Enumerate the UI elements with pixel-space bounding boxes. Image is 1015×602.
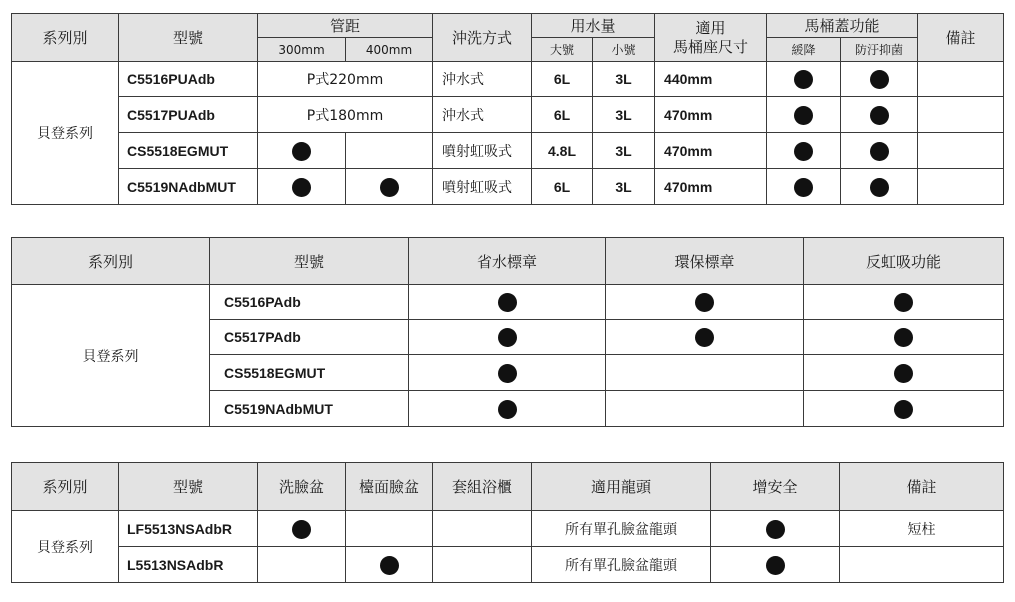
model-cell: C5516PUAdb (119, 62, 258, 97)
counter-basin-cell (346, 547, 433, 583)
filled-dot-icon (766, 520, 785, 539)
header-model: 型號 (119, 463, 258, 511)
anti-siphon-cell (804, 285, 1004, 320)
anti-siphon-cell (804, 355, 1004, 391)
header-water-label: 省水標章 (409, 238, 606, 285)
remarks-cell (840, 547, 1004, 583)
header-series: 系列別 (12, 14, 119, 62)
header-basin: 洗臉盆 (258, 463, 346, 511)
flush-cell: 沖水式 (433, 62, 532, 97)
basin-cell (258, 511, 346, 547)
water-label-cell (409, 391, 606, 427)
filled-dot-icon (292, 520, 311, 539)
series-cell: 貝登系列 (12, 285, 210, 427)
anti-siphon-cell (804, 391, 1004, 427)
counter-basin-cell (346, 511, 433, 547)
filled-dot-icon (870, 142, 889, 161)
filled-dot-icon (292, 178, 311, 197)
model-cell: CS5518EGMUT (119, 133, 258, 169)
header-seat-size (655, 14, 767, 62)
header-series: 系列別 (12, 463, 119, 511)
header-model: 型號 (210, 238, 409, 285)
eco-label-cell (606, 320, 804, 355)
header-lid-antibac: 防汙抑菌 (841, 38, 918, 62)
seat-size-cell: 440mm (655, 62, 767, 97)
model-cell: C5519NAdbMUT (210, 391, 409, 427)
filled-dot-icon (498, 293, 517, 312)
header-water-large: 大號 (532, 38, 593, 62)
remarks-cell (918, 133, 1004, 169)
header-pitch: 管距 (258, 14, 433, 38)
water-label-cell (409, 355, 606, 391)
filled-dot-icon (894, 328, 913, 347)
lid-slow-cell (767, 169, 841, 205)
eco-label-cell (606, 391, 804, 427)
water-small-cell: 3L (593, 169, 655, 205)
header-flush: 沖洗方式 (433, 14, 532, 62)
header-water: 用水量 (532, 14, 655, 38)
water-large-cell: 4.8L (532, 133, 593, 169)
pitch-300-cell (258, 169, 346, 205)
seat-size-cell: 470mm (655, 169, 767, 205)
toilet-spec-table (11, 13, 1004, 205)
lid-antibac-cell (841, 133, 918, 169)
lid-antibac-cell (841, 97, 918, 133)
filled-dot-icon (870, 70, 889, 89)
lid-slow-cell (767, 97, 841, 133)
remarks-cell (918, 97, 1004, 133)
header-remarks: 備註 (840, 463, 1004, 511)
remarks-cell (918, 169, 1004, 205)
filled-dot-icon (380, 178, 399, 197)
model-cell: C5517PUAdb (119, 97, 258, 133)
model-cell: CS5518EGMUT (210, 355, 409, 391)
water-large-cell: 6L (532, 62, 593, 97)
faucet-cell: 所有單孔臉盆龍頭 (532, 547, 711, 583)
filled-dot-icon (380, 556, 399, 575)
model-cell: C5516PAdb (210, 285, 409, 320)
seat-size-cell: 470mm (655, 97, 767, 133)
faucet-cell: 所有單孔臉盆龍頭 (532, 511, 711, 547)
water-small-cell: 3L (593, 97, 655, 133)
basin-cell (258, 547, 346, 583)
header-counter-basin: 檯面臉盆 (346, 463, 433, 511)
flush-cell: 噴射虹吸式 (433, 133, 532, 169)
filled-dot-icon (766, 556, 785, 575)
anti-siphon-cell (804, 320, 1004, 355)
filled-dot-icon (292, 142, 311, 161)
header-seat-line2: 馬桶座尺寸 (673, 37, 749, 56)
basin-spec-table (11, 462, 1004, 583)
flush-cell: 噴射虹吸式 (433, 169, 532, 205)
water-label-cell (409, 320, 606, 355)
filled-dot-icon (894, 400, 913, 419)
water-label-cell (409, 285, 606, 320)
remarks-cell: 短柱 (840, 511, 1004, 547)
certification-table (11, 237, 1004, 427)
remarks-cell (918, 62, 1004, 97)
model-cell: C5517PAdb (210, 320, 409, 355)
header-remarks: 備註 (918, 14, 1004, 62)
filled-dot-icon (498, 400, 517, 419)
model-cell: C5519NAdbMUT (119, 169, 258, 205)
header-series: 系列別 (12, 238, 210, 285)
pitch-400-cell (346, 133, 433, 169)
water-small-cell: 3L (593, 62, 655, 97)
pitch-cell: P式180mm (258, 97, 433, 133)
filled-dot-icon (695, 328, 714, 347)
water-large-cell: 6L (532, 97, 593, 133)
eco-label-cell (606, 285, 804, 320)
flush-cell: 沖水式 (433, 97, 532, 133)
eco-label-cell (606, 355, 804, 391)
series-cell: 貝登系列 (12, 62, 119, 205)
lid-slow-cell (767, 133, 841, 169)
header-eco-label: 環保標章 (606, 238, 804, 285)
model-cell: L5513NSAdbR (119, 547, 258, 583)
header-anti-siphon: 反虹吸功能 (804, 238, 1004, 285)
water-large-cell: 6L (532, 169, 593, 205)
model-cell: LF5513NSAdbR (119, 511, 258, 547)
filled-dot-icon (894, 364, 913, 383)
filled-dot-icon (498, 328, 517, 347)
filled-dot-icon (870, 106, 889, 125)
filled-dot-icon (794, 142, 813, 161)
pitch-300-cell (258, 133, 346, 169)
filled-dot-icon (870, 178, 889, 197)
lid-slow-cell (767, 62, 841, 97)
pitch-400-cell (346, 169, 433, 205)
header-seat-line1: 適用 (695, 18, 726, 37)
filled-dot-icon (794, 106, 813, 125)
filled-dot-icon (794, 178, 813, 197)
water-small-cell: 3L (593, 133, 655, 169)
safety-cell (711, 547, 840, 583)
series-cell: 貝登系列 (12, 511, 119, 583)
header-pitch-300: 300mm (258, 38, 346, 62)
lid-antibac-cell (841, 62, 918, 97)
header-vanity: 套組浴櫃 (433, 463, 532, 511)
header-faucet: 適用龍頭 (532, 463, 711, 511)
filled-dot-icon (695, 293, 714, 312)
pitch-cell: P式220mm (258, 62, 433, 97)
filled-dot-icon (794, 70, 813, 89)
header-model: 型號 (119, 14, 258, 62)
safety-cell (711, 511, 840, 547)
seat-size-cell: 470mm (655, 133, 767, 169)
header-safety: 增安全 (711, 463, 840, 511)
lid-antibac-cell (841, 169, 918, 205)
header-pitch-400: 400mm (346, 38, 433, 62)
header-lid-slow: 緩降 (767, 38, 841, 62)
vanity-cell (433, 511, 532, 547)
header-water-small: 小號 (593, 38, 655, 62)
header-lid: 馬桶蓋功能 (767, 14, 918, 38)
filled-dot-icon (498, 364, 517, 383)
vanity-cell (433, 547, 532, 583)
filled-dot-icon (894, 293, 913, 312)
